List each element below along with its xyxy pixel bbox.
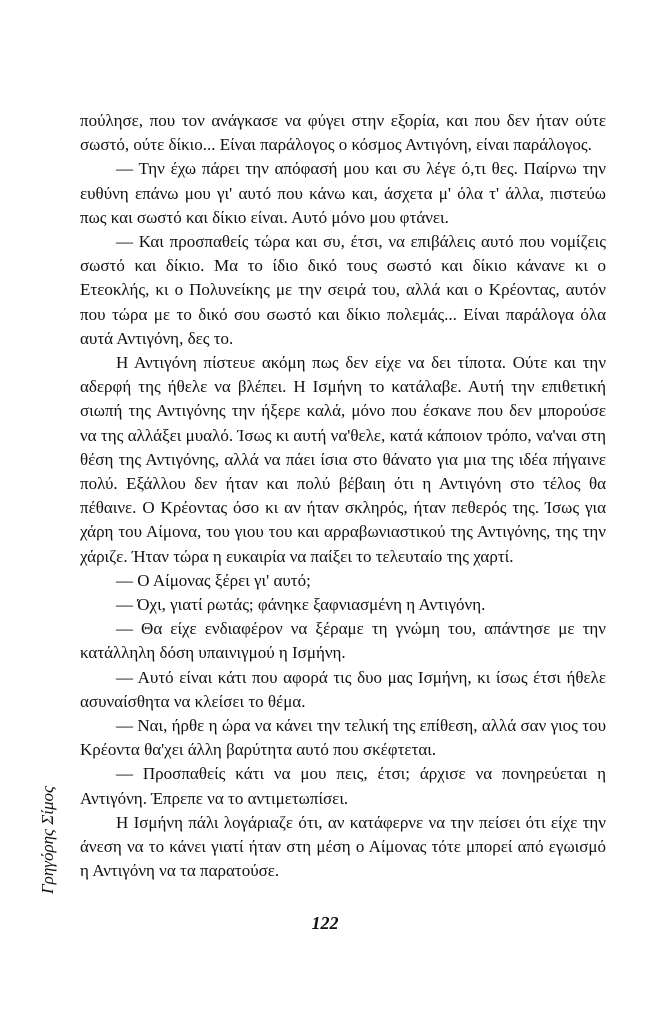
paragraph: — Όχι, γιατί ρωτάς; φάνηκε ξαφνιασμένη η Αντιγόνη. bbox=[116, 595, 486, 615]
paragraph: Η Ισμήνη πάλι λογάριαζε ότι, αν κατάφερνε να την πείσει ότι είχε την άνεση να το κάνει γιατί ήταν στη μέση ο Αίμονας τότε μπορεί από εγωισμό η Αντιγόνη να τα παρατούσε. bbox=[80, 812, 606, 881]
paragraph: — Ναι, ήρθε η ώρα να κάνει την τελική της επίθεση, αλλά σαν γιος του Κρέοντα θα'χει άλλη βαρύτητα αυτό που σκέφτεται. bbox=[80, 716, 606, 760]
page-number: 122 bbox=[311, 913, 339, 933]
paragraph: — Αυτό είναι κάτι που αφορά τις δυο μας Ισμήνη, κι ίσως έτσι ήθελε ασυναίσθητα να κλείσει το θέμα. bbox=[80, 667, 606, 711]
paragraph: — Θα είχε ενδιαφέρον να ξέραμε τη γνώμη του, απάντησε με την κατάλληλη δόση υπαινιγμού η Ισμήνη. bbox=[80, 619, 606, 663]
paragraph: — Προσπαθείς κάτι να μου πεις, έτσι; άρχισε να πονηρεύεται η Αντιγόνη. Έπρεπε να το αντιμετωπίσει. bbox=[80, 764, 606, 808]
body-text bbox=[80, 109, 606, 884]
paragraph: — Ο Αίμονας ξέρει γι' αυτό; bbox=[116, 570, 311, 590]
paragraph: Η Αντιγόνη πίστευε ακόμη πως δεν είχε να δει τίποτα. Ούτε και την αδερφή της ήθελε να βλέπει. Η Ισμήνη το κατάλαβε. Αυτή την επιθετική σιωπή της Αντιγόνης την ήξερε καλά, μόνο που έσκανε που δεν μπορούσε να της αλλάξει μυαλό. Ίσως κι αυτή να'θελε, κατά κάποιον τρόπο, να'ναι στη θέση της Αντιγόνης, αλλά να πάει ίσια στο θάνατο για μια της ιδέα πήγαινε πολύ. Εξάλλου δεν ήταν και πολύ βέβαιη ότι η Αντιγόνη στο τέλος θα πέθαινε. Ο Κρέοντας όσο κι αν ήταν σκληρός, ήταν πεθερός της. Ίσως για χάρη του Αίμονα, του γιου του και αρραβωνιαστικού της Αντιγόνης, της την χάριζε. Ήταν τώρα η ευκαιρία να παίξει το τελευταίο της χαρτί. bbox=[80, 353, 606, 566]
paragraph: — Και προσπαθείς τώρα και συ, έτσι, να επιβάλεις αυτό που νομίζεις σωστό και δίκιο. Μα το ίδιο δικό τους σωστό και δίκιο κάνανε κι ο Ετεοκλής, κι ο Πολυνείκης με την σειρά του, αλλά και ο Κρέοντας, αυτόν που τώρα με το δικό σου σωστό και δίκιο πολεμάς... Είναι παράλογα όλα αυτά Αντιγόνη, δες το. bbox=[80, 232, 606, 348]
author-name-vertical: Γρηγόρης Σίμος bbox=[38, 786, 57, 894]
paragraph: — Την έχω πάρει την απόφασή μου και συ λέγε ό,τι θες. Παίρνω την ευθύνη επάνω μου γι' αυτό που κάνω και, άσχετα μ' όλα τ' άλλα, πιστεύω πως και σωστό και δίκιο είναι. Αυτό μόνο μου φτάνει. bbox=[80, 159, 606, 227]
paragraph: πούλησε, που τον ανάγκασε να φύγει στην εξορία, και που δεν ήταν ούτε σωστό, ούτε δίκιο... Είναι παράλογος ο κόσμος Αντιγόνη, είναι παράλογος. bbox=[80, 111, 606, 155]
